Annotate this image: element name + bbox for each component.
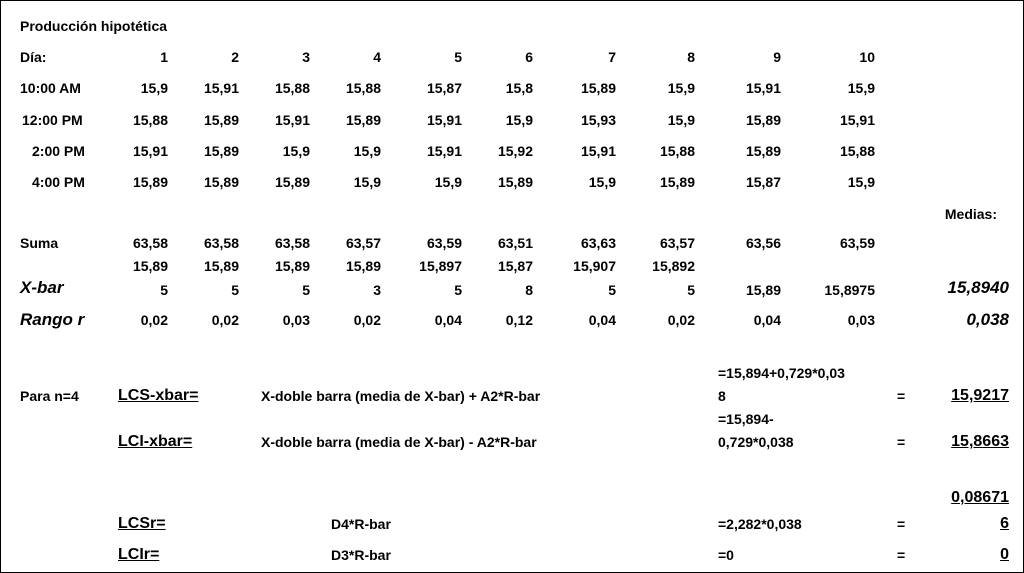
lci-xbar-equals: = [897, 434, 906, 450]
measurement-cell: 15,9 [140, 80, 168, 96]
xbar-cell-line2: 15,8975 [824, 282, 875, 298]
suma-cell: 63,56 [745, 235, 781, 251]
measurement-cell: 15,89 [745, 112, 781, 128]
lcir-result: 0 [1000, 546, 1009, 563]
day-header: 8 [687, 49, 695, 65]
measurement-cell: 15,91 [580, 143, 616, 159]
time-label: 10:00 AM [20, 80, 81, 96]
measurement-cell: 15,88 [345, 80, 381, 96]
xbar-cell-line2: 3 [373, 282, 381, 298]
rango-cell: 0,03 [282, 312, 310, 328]
measurement-cell: 15,89 [203, 174, 239, 190]
lcsr-calc: =2,282*0,038 [718, 516, 802, 532]
measurement-cell: 15,9 [282, 143, 310, 159]
suma-cell: 63,51 [497, 235, 533, 251]
rango-cell: 0,02 [667, 312, 695, 328]
day-header: 10 [859, 49, 875, 65]
measurement-cell: 15,91 [426, 112, 462, 128]
lcsr-formula: D4*R-bar [331, 516, 391, 532]
measurement-cell: 15,89 [274, 174, 310, 190]
xbar-cell-line2: 5 [608, 282, 616, 298]
lcir-equals: = [897, 547, 906, 563]
sheet-title: Producción hipotética [20, 18, 168, 34]
xbar-cell-line2: 5 [302, 282, 310, 298]
lcsr-result-2: 6 [1000, 515, 1009, 532]
lcs-xbar-name: LCS-xbar= [118, 387, 199, 404]
measurement-cell: 15,88 [274, 80, 310, 96]
rango-cell: 0,02 [353, 312, 381, 328]
rango-cell: 0,12 [505, 312, 533, 328]
day-header: 4 [373, 49, 381, 65]
measurement-cell: 15,9 [353, 174, 381, 190]
lcsr-result-1: 0,08671 [951, 489, 1009, 506]
measurement-cell: 15,9 [847, 80, 875, 96]
lcir-name: LCIr= [118, 546, 160, 563]
xbar-cell-line2: 5 [454, 282, 462, 298]
measurement-cell: 15,88 [839, 143, 875, 159]
para-n-label: Para n=4 [20, 388, 79, 404]
day-header: 1 [160, 49, 168, 65]
lci-xbar-calc-2: 0,729*0,038 [718, 434, 794, 450]
xbar-media: 15,8940 [947, 278, 1009, 297]
time-label: 2:00 PM [32, 143, 85, 159]
measurement-cell: 15,9 [588, 174, 616, 190]
xbar-label: X-bar [20, 278, 64, 297]
xbar-cell-line2: 15,89 [745, 282, 781, 298]
lcs-xbar-formula: X-doble barra (media de X-bar) + A2*R-bar [261, 388, 541, 404]
measurement-cell: 15,88 [659, 143, 695, 159]
measurement-cell: 15,88 [132, 112, 168, 128]
lci-xbar-result: 15,8663 [951, 433, 1009, 450]
xbar-cell-line1: 15,89 [345, 258, 381, 274]
xbar-cell-line1: 15,89 [203, 258, 239, 274]
measurement-cell: 15,89 [203, 112, 239, 128]
measurement-cell: 15,89 [580, 80, 616, 96]
xbar-cell-line1: 15,907 [573, 258, 616, 274]
rango-media: 0,038 [966, 310, 1009, 329]
rango-label: Rango r [20, 310, 85, 329]
suma-cell: 63,59 [839, 235, 875, 251]
lci-xbar-name: LCI-xbar= [118, 433, 193, 450]
measurement-cell: 15,89 [497, 174, 533, 190]
measurement-cell: 15,91 [426, 143, 462, 159]
xbar-cell-line1: 15,897 [419, 258, 462, 274]
measurement-cell: 15,89 [132, 174, 168, 190]
suma-cell: 63,59 [426, 235, 462, 251]
lcs-xbar-result: 15,9217 [951, 387, 1009, 404]
suma-cell: 63,63 [580, 235, 616, 251]
measurement-cell: 15,8 [505, 80, 533, 96]
measurement-cell: 15,89 [203, 143, 239, 159]
suma-cell: 63,58 [274, 235, 310, 251]
lci-xbar-calc-1: =15,894- [718, 411, 774, 427]
xbar-cell-line1: 15,892 [652, 258, 695, 274]
day-label: Día: [20, 49, 47, 65]
xbar-cell-line2: 5 [231, 282, 239, 298]
rango-cell: 0,04 [753, 312, 781, 328]
xbar-cell-line2: 5 [160, 282, 168, 298]
measurement-cell: 15,91 [132, 143, 168, 159]
lcir-calc: =0 [718, 547, 734, 563]
rango-cell: 0,03 [847, 312, 875, 328]
rango-cell: 0,04 [434, 312, 462, 328]
lcs-xbar-equals: = [897, 388, 906, 404]
measurement-cell: 15,89 [659, 174, 695, 190]
suma-label: Suma [20, 235, 59, 251]
lci-xbar-formula: X-doble barra (media de X-bar) - A2*R-bar [261, 434, 537, 450]
measurement-cell: 15,9 [667, 112, 695, 128]
suma-cell: 63,57 [345, 235, 381, 251]
rango-cell: 0,02 [140, 312, 168, 328]
xbar-cell-line2: 8 [525, 282, 533, 298]
measurement-cell: 15,87 [745, 174, 781, 190]
measurement-cell: 15,91 [203, 80, 239, 96]
lcs-xbar-calc-2: 8 [718, 388, 726, 404]
measurement-cell: 15,89 [745, 143, 781, 159]
lcir-formula: D3*R-bar [331, 547, 391, 563]
time-label: 12:00 PM [22, 112, 83, 128]
day-header: 2 [231, 49, 239, 65]
xbar-cell-line1: 15,87 [497, 258, 533, 274]
lcs-xbar-calc-1: =15,894+0,729*0,03 [718, 365, 845, 381]
measurement-cell: 15,87 [426, 80, 462, 96]
measurement-cell: 15,9 [505, 112, 533, 128]
suma-cell: 63,57 [659, 235, 695, 251]
xbar-cell-line1: 15,89 [132, 258, 168, 274]
rango-cell: 0,04 [588, 312, 616, 328]
xbar-cell-line1: 15,89 [274, 258, 310, 274]
day-header: 5 [454, 49, 462, 65]
measurement-cell: 15,92 [497, 143, 533, 159]
lcsr-name: LCSr= [118, 515, 166, 532]
measurement-cell: 15,9 [434, 174, 462, 190]
suma-cell: 63,58 [203, 235, 239, 251]
day-header: 9 [773, 49, 781, 65]
measurement-cell: 15,89 [345, 112, 381, 128]
measurement-cell: 15,9 [667, 80, 695, 96]
rango-cell: 0,02 [211, 312, 239, 328]
measurement-cell: 15,91 [745, 80, 781, 96]
measurement-cell: 15,9 [353, 143, 381, 159]
day-header: 6 [525, 49, 533, 65]
xbar-cell-line2: 5 [687, 282, 695, 298]
medias-label: Medias: [944, 206, 997, 222]
day-header: 3 [302, 49, 310, 65]
time-label: 4:00 PM [32, 174, 85, 190]
measurement-cell: 15,91 [839, 112, 875, 128]
day-header: 7 [608, 49, 616, 65]
measurement-cell: 15,91 [274, 112, 310, 128]
lcsr-equals: = [897, 516, 906, 532]
measurement-cell: 15,93 [580, 112, 616, 128]
suma-cell: 63,58 [132, 235, 168, 251]
measurement-cell: 15,9 [847, 174, 875, 190]
